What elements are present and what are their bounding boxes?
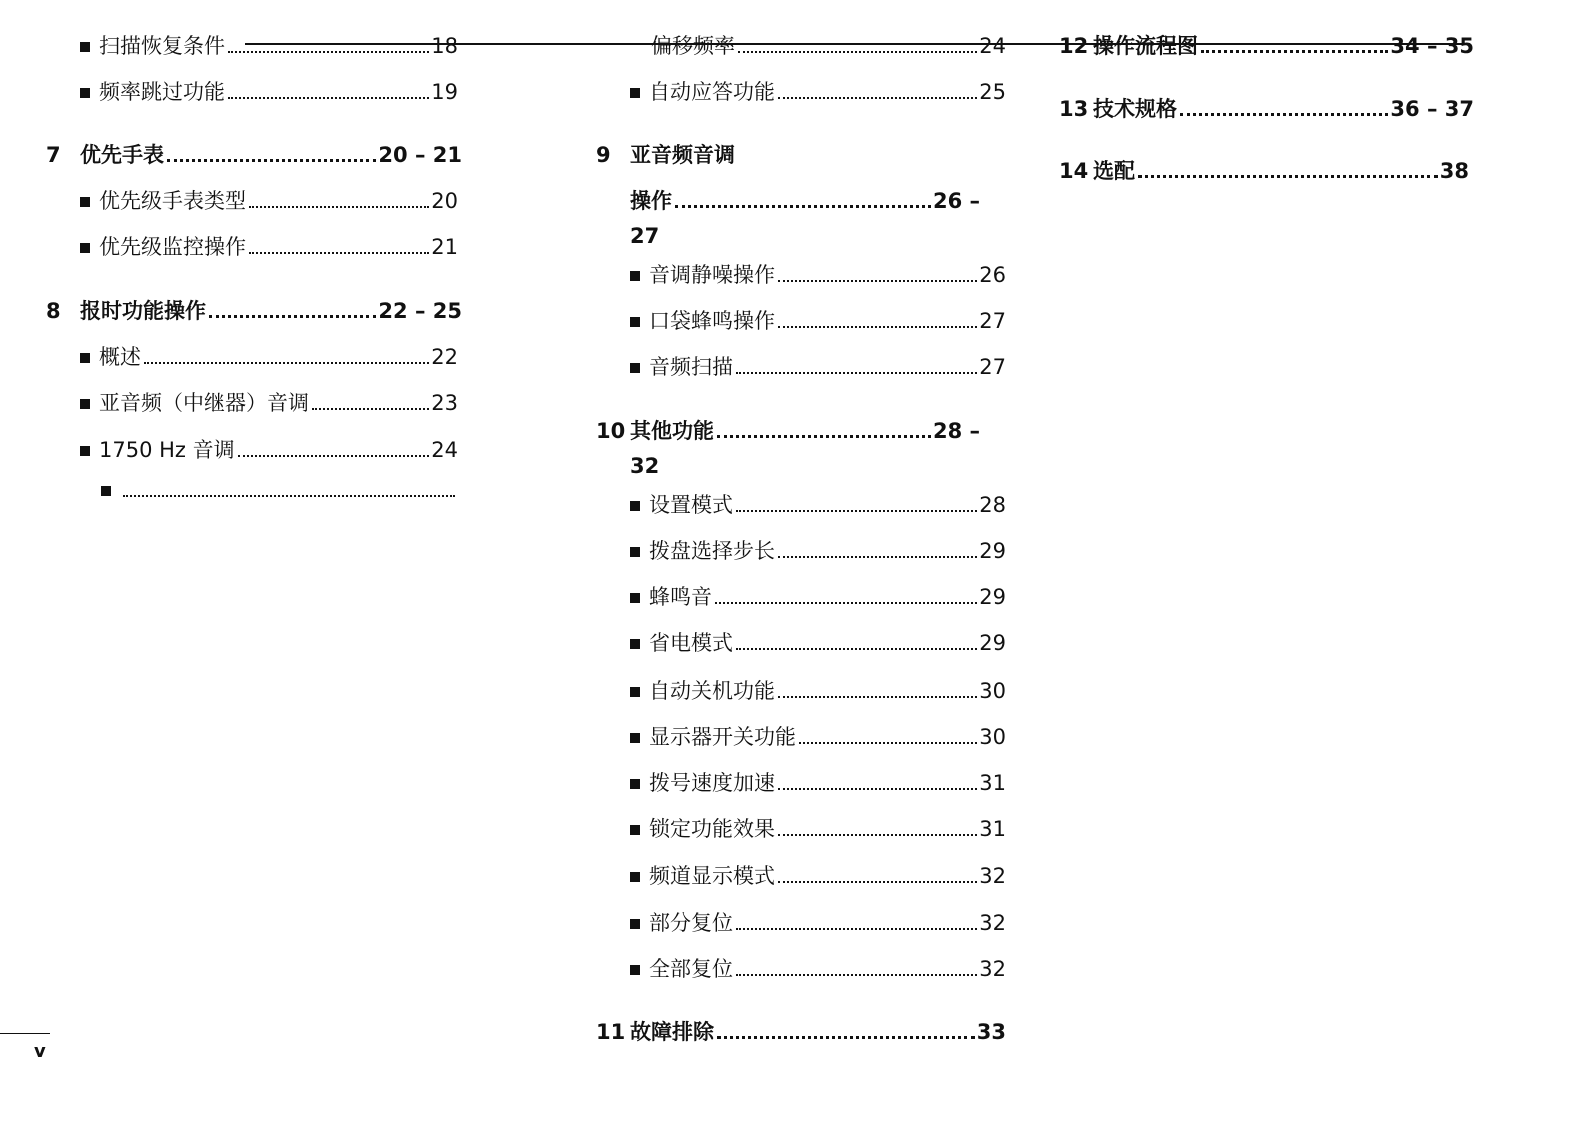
chapter-title: 其他功能 xyxy=(630,419,714,443)
bullet-icon xyxy=(630,317,640,327)
toc-entry[interactable] xyxy=(80,188,458,214)
toc-entry-title: 设置模式 xyxy=(649,493,733,517)
toc-entry-title: 频率跳过功能 xyxy=(99,80,225,104)
dot-leader xyxy=(736,928,977,930)
dot-leader xyxy=(144,362,429,364)
toc-entry-page: 25 xyxy=(979,80,1006,104)
dot-leader xyxy=(717,435,931,438)
toc-entry-page: 23 xyxy=(431,391,458,415)
dot-leader xyxy=(1201,50,1388,53)
toc-entry[interactable] xyxy=(630,308,1006,334)
dot-leader xyxy=(249,252,429,254)
toc-entry[interactable] xyxy=(630,584,1006,610)
chapter-pages: 20 – 21 xyxy=(378,143,462,167)
toc-entry[interactable] xyxy=(630,79,1006,105)
chapter-title: 故障排除 xyxy=(630,1020,714,1044)
chapter-pages: 22 – 25 xyxy=(378,299,462,323)
dot-leader xyxy=(209,315,376,318)
bullet-icon xyxy=(630,547,640,557)
dot-leader xyxy=(238,455,430,457)
dot-leader xyxy=(736,974,977,976)
chapter-title: 亚音频音调 xyxy=(630,143,735,167)
chapter-pages: 33 xyxy=(976,1020,1006,1044)
toc-entry[interactable] xyxy=(80,234,458,260)
dot-leader xyxy=(778,834,977,836)
bullet-icon xyxy=(80,353,90,363)
dot-leader xyxy=(778,696,977,698)
chapter-pages: 28 – xyxy=(932,419,980,443)
toc-entry-page: 19 xyxy=(431,80,458,104)
toc-entry-title: 口袋蜂鸣操作 xyxy=(649,309,775,333)
toc-chapter-14[interactable] xyxy=(1059,158,1469,184)
toc-entry-title: 自动应答功能 xyxy=(649,80,775,104)
bullet-icon xyxy=(630,363,640,373)
bullet-icon xyxy=(630,919,640,929)
toc-entry-page: 32 xyxy=(979,911,1006,935)
dot-leader xyxy=(778,556,977,558)
chapter-title: 选配 xyxy=(1093,159,1135,183)
toc-entry-page: 29 xyxy=(979,539,1006,563)
toc-entry-page: 27 xyxy=(979,309,1006,333)
toc-entry-page: 30 xyxy=(979,725,1006,749)
chapter-number: 14 xyxy=(1059,159,1089,183)
toc-entry-title: 拨盘选择步长 xyxy=(649,539,775,563)
bullet-icon xyxy=(630,639,640,649)
bullet-icon xyxy=(630,593,640,603)
page-number: v xyxy=(34,1041,46,1062)
dot-leader xyxy=(778,881,977,883)
dot-leader xyxy=(715,602,977,604)
toc-entry[interactable] xyxy=(630,354,1006,380)
toc-entry[interactable] xyxy=(630,678,1006,704)
toc-entry-page: 31 xyxy=(979,817,1006,841)
toc-chapter-10[interactable] xyxy=(596,418,980,444)
toc-entry[interactable] xyxy=(80,79,458,105)
bullet-icon xyxy=(630,88,640,98)
toc-chapter-7[interactable] xyxy=(46,142,462,168)
bullet-icon xyxy=(101,486,111,496)
toc-entry-title: 优先级手表类型 xyxy=(99,189,246,213)
toc-entry-title: 优先级监控操作 xyxy=(99,235,246,259)
bullet-icon xyxy=(630,965,640,975)
dot-leader xyxy=(736,510,977,512)
chapter-pages: 26 – xyxy=(932,189,980,213)
chapter-title: 技术规格 xyxy=(1093,97,1177,121)
toc-entry-title: 音频扫描 xyxy=(649,355,733,379)
toc-entry[interactable] xyxy=(630,538,1006,564)
toc-entry-title: 显示器开关功能 xyxy=(649,725,796,749)
dot-leader xyxy=(778,788,977,790)
toc-entry[interactable] xyxy=(80,390,458,416)
toc-entry-title: 偏移频率 xyxy=(651,34,735,58)
dot-leader xyxy=(228,97,429,99)
bullet-icon xyxy=(630,733,640,743)
toc-entry-title: 锁定功能效果 xyxy=(649,817,775,841)
footer-rule xyxy=(0,1033,50,1034)
chapter-pages-tail: 32 xyxy=(630,454,660,478)
toc-entry[interactable] xyxy=(630,770,1006,796)
dot-leader xyxy=(717,1036,975,1039)
toc-chapter-13[interactable] xyxy=(1059,96,1474,122)
toc-entry-page: 31 xyxy=(979,771,1006,795)
bullet-icon xyxy=(80,197,90,207)
toc-entry-title: 部分复位 xyxy=(649,911,733,935)
toc-entry[interactable] xyxy=(630,956,1006,982)
bullet-icon xyxy=(630,687,640,697)
toc-entry[interactable] xyxy=(630,630,1006,656)
toc-entry-page: 29 xyxy=(979,585,1006,609)
toc-chapter-9-continued[interactable] xyxy=(630,188,980,214)
chapter-title: 优先手表 xyxy=(80,143,164,167)
toc-entry[interactable] xyxy=(630,816,1006,842)
dot-leader xyxy=(123,495,455,497)
toc-chapter-12[interactable] xyxy=(1059,33,1474,59)
dot-leader xyxy=(736,648,977,650)
toc-entry[interactable] xyxy=(630,910,1006,936)
dot-leader xyxy=(778,280,977,282)
toc-entry-page: 21 xyxy=(431,235,458,259)
toc-entry[interactable] xyxy=(630,724,1006,750)
bullet-icon xyxy=(80,42,90,52)
dot-leader xyxy=(738,51,977,53)
toc-entry-title: 自动关机功能 xyxy=(649,679,775,703)
toc-entry-page: 26 xyxy=(979,263,1006,287)
chapter-number: 12 xyxy=(1059,34,1089,58)
toc-entry-title: 全部复位 xyxy=(649,957,733,981)
chapter-number: 7 xyxy=(46,143,61,167)
chapter-pages: 36 – 37 xyxy=(1390,97,1474,121)
bullet-icon xyxy=(80,399,90,409)
chapter-title: 报时功能操作 xyxy=(80,299,206,323)
toc-chapter-11[interactable] xyxy=(596,1019,1006,1045)
toc-entry-title: 蜂鸣音 xyxy=(649,585,712,609)
toc-entry-page: 28 xyxy=(979,493,1006,517)
toc-entry[interactable] xyxy=(80,344,458,370)
toc-entry-title: 1750 Hz 音调 xyxy=(99,438,235,462)
toc-entry-page: 30 xyxy=(979,679,1006,703)
toc-entry-page: 18 xyxy=(431,34,458,58)
toc-entry-page: 32 xyxy=(979,957,1006,981)
toc-entry-page: 24 xyxy=(979,34,1006,58)
toc-entry[interactable] xyxy=(80,33,458,59)
dot-leader xyxy=(249,206,429,208)
toc-entry-page: 22 xyxy=(431,345,458,369)
toc-entry[interactable] xyxy=(630,492,1006,518)
dot-leader xyxy=(736,372,977,374)
chapter-number: 11 xyxy=(596,1020,626,1044)
toc-entry[interactable] xyxy=(651,33,1006,59)
toc-entry[interactable] xyxy=(80,437,458,463)
bullet-icon xyxy=(630,501,640,511)
bullet-icon xyxy=(80,446,90,456)
toc-entry-empty[interactable] xyxy=(101,486,457,503)
toc-entry[interactable] xyxy=(630,262,1006,288)
toc-entry-page: 32 xyxy=(979,864,1006,888)
dot-leader xyxy=(312,408,429,410)
toc-entry-title: 音调静噪操作 xyxy=(649,263,775,287)
toc-entry-title: 扫描恢复条件 xyxy=(99,34,225,58)
chapter-number: 13 xyxy=(1059,97,1089,121)
dot-leader xyxy=(167,159,376,162)
bullet-icon xyxy=(630,779,640,789)
toc-entry-title: 亚音频（中继器）音调 xyxy=(99,391,309,415)
chapter-pages: 34 – 35 xyxy=(1390,34,1474,58)
toc-entry[interactable] xyxy=(630,863,1006,889)
bullet-icon xyxy=(630,825,640,835)
toc-entry-title: 拨号速度加速 xyxy=(649,771,775,795)
bullet-icon xyxy=(80,88,90,98)
bullet-icon xyxy=(630,872,640,882)
toc-entry-title: 频道显示模式 xyxy=(649,864,775,888)
chapter-pages: 38 xyxy=(1439,159,1469,183)
toc-entry-page: 27 xyxy=(979,355,1006,379)
chapter-number: 9 xyxy=(596,143,611,167)
toc-chapter-9[interactable] xyxy=(596,142,996,168)
dot-leader xyxy=(778,326,977,328)
chapter-number: 8 xyxy=(46,299,61,323)
dot-leader xyxy=(1138,175,1438,178)
toc-entry-title: 概述 xyxy=(99,345,141,369)
dot-leader xyxy=(799,742,977,744)
bullet-icon xyxy=(80,243,90,253)
chapter-title: 操作流程图 xyxy=(1093,34,1198,58)
chapter-title-continued: 操作 xyxy=(630,189,672,213)
toc-entry-page: 20 xyxy=(431,189,458,213)
toc-chapter-8[interactable] xyxy=(46,298,462,324)
toc-entry-title: 省电模式 xyxy=(649,631,733,655)
toc-entry-page: 24 xyxy=(431,438,458,462)
dot-leader xyxy=(778,97,977,99)
bullet-icon xyxy=(630,271,640,281)
chapter-pages-tail: 27 xyxy=(630,224,660,248)
dot-leader xyxy=(1180,113,1388,116)
toc-entry-page: 29 xyxy=(979,631,1006,655)
dot-leader xyxy=(228,51,429,53)
dot-leader xyxy=(675,205,931,208)
chapter-number: 10 xyxy=(596,419,626,443)
